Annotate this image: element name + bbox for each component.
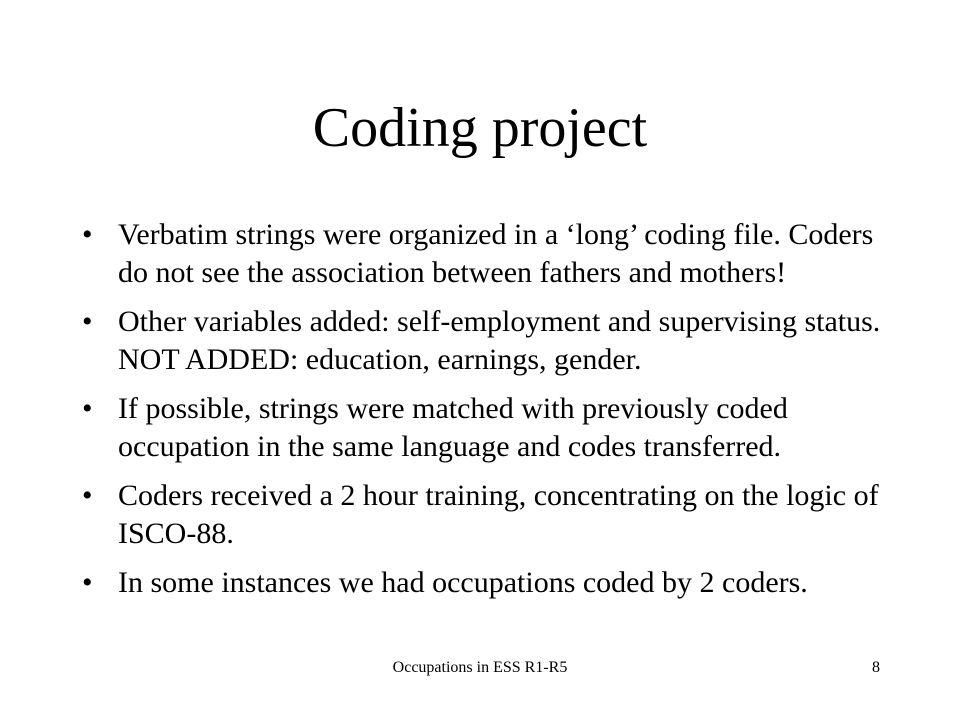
bullet-icon: • [82,479,93,512]
bullet-icon: • [82,566,93,599]
bullet-text: Verbatim strings were organized in a ‘long’ coding file. Coders do not see the association between fathers and mothers! [118,218,874,289]
slide-title: Coding project [312,97,648,159]
footer-text: Occupations in ESS R1-R5 [392,659,568,676]
bullet-item [82,390,882,466]
bullet-icon: • [82,392,93,425]
bullet-item [82,216,882,292]
bullet-item [82,477,882,553]
bullet-text: In some instances we had occupations coded by 2 coders. [118,566,808,599]
page-number: 8 [872,659,880,676]
bullet-icon: • [82,305,93,338]
bullet-text: Coders received a 2 hour training, concentrating on the logic of ISCO-88. [118,479,879,550]
bullet-list [82,216,882,613]
bullet-icon: • [82,218,93,251]
bullet-text: If possible, strings were matched with previously coded occupation in the same language and codes transferred. [118,392,788,463]
bullet-item [82,564,882,602]
bullet-item [82,303,882,379]
bullet-text: Other variables added: self-employment and supervising status. NOT ADDED: education, earnings, gender. [118,305,881,376]
